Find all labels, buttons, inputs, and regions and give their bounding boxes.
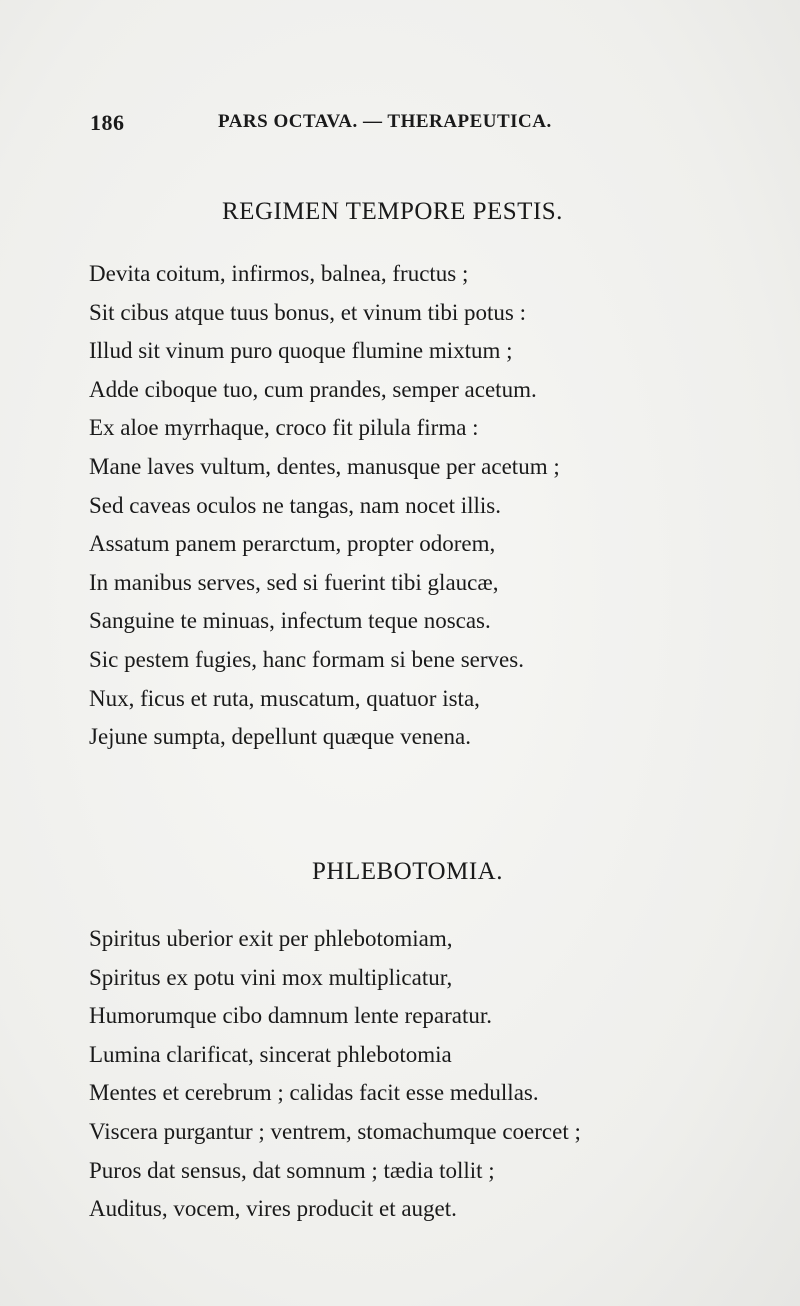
verse-line: Spiritus ex potu vini mox multiplicatur, (89, 964, 453, 990)
verse-line: Sed caveas oculos ne tangas, nam nocet illis. (89, 492, 501, 518)
verse-line: Sic pestem fugies, hanc formam si bene serves. (89, 646, 524, 672)
verse-line: Illud sit vinum puro quoque flumine mixtum ; (89, 338, 513, 364)
verse-line: Humorumque cibo damnum lente reparatur. (89, 1003, 493, 1029)
verse-line: Viscera purgantur ; ventrem, stomachumque coercet ; (89, 1118, 581, 1144)
running-head (90, 110, 630, 136)
verse-block-regimen (89, 255, 560, 757)
page-number: 186 (90, 110, 125, 135)
section-title-phlebotomia: PHLEBOTOMIA. (312, 858, 503, 885)
verse-line: Auditus, vocem, vires producit et auget. (89, 1196, 457, 1222)
verse-line: Spiritus uberior exit per phlebotomiam, (89, 926, 453, 951)
verse-line: Assatum panem perarctum, propter odorem, (89, 531, 496, 557)
verse-line: Puros dat sensus, dat somnum ; tædia tollit ; (89, 1157, 495, 1183)
verse-line: Sanguine te minuas, infectum teque noscas. (89, 608, 491, 634)
section-title-regimen: REGIMEN TEMPORE PESTIS. (222, 198, 563, 225)
verse-line: Adde ciboque tuo, cum prandes, semper acetum. (89, 376, 537, 402)
verse-block-phlebotomia (89, 920, 581, 1229)
verse-line: Lumina clarificat, sincerat phlebotomia (89, 1041, 452, 1067)
verse-line: Ex aloe myrrhaque, croco fit pilula firma : (89, 415, 479, 441)
running-title: PARS OCTAVA. — THERAPEUTICA. (218, 111, 552, 132)
verse-line: Sit cibus atque tuus bonus, et vinum tibi potus : (89, 299, 526, 325)
verse-line: Nux, ficus et ruta, muscatum, quatuor ista, (89, 685, 480, 711)
verse-line: Mentes et cerebrum ; calidas facit esse medullas. (89, 1080, 539, 1106)
verse-line: Devita coitum, infirmos, balnea, fructus ; (89, 261, 469, 286)
verse-line: Jejune sumpta, depellunt quæque venena. (89, 724, 471, 750)
verse-line: Mane laves vultum, dentes, manusque per acetum ; (89, 453, 560, 479)
verse-line: In manibus serves, sed si fuerint tibi glaucæ, (89, 569, 499, 595)
